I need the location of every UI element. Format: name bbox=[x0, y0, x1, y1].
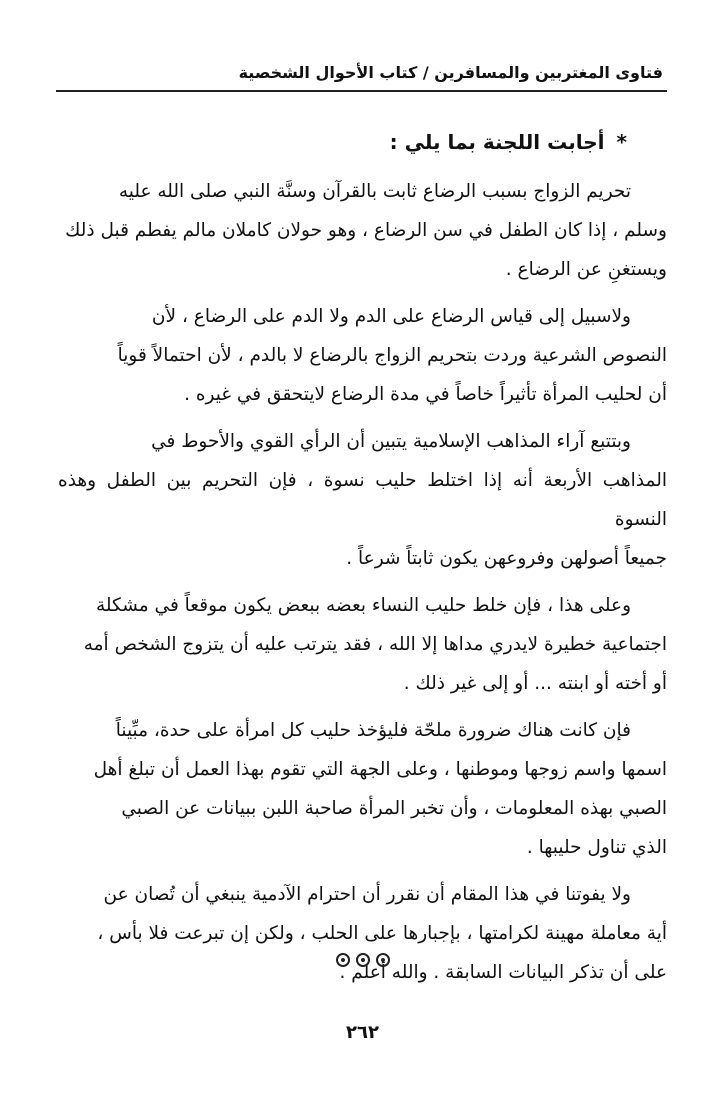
book-page bbox=[58, 0, 667, 1111]
paragraph-line: جميعاً أصولهن وفروعهن يكون ثابتاً شرعاً . bbox=[346, 548, 667, 569]
paragraph-line: النصوص الشرعية وردت بتحريم الزواج بالرضاع لا بالدم ، لأن احتمالاً قوياً bbox=[117, 345, 667, 366]
paragraph-line: على أن تذكر البيانات السابقة . والله أعلم . bbox=[339, 962, 667, 983]
paragraph bbox=[58, 711, 667, 867]
bullet-star: * bbox=[616, 130, 627, 154]
paragraph bbox=[58, 422, 667, 578]
paragraph-line: ولا يفوتنا في هذا المقام أن نقرر أن احترام الآدمية ينبغي أن تُصان عن bbox=[103, 884, 631, 905]
paragraph-line: الذي تناول حليبها . bbox=[526, 837, 667, 858]
paragraph bbox=[58, 172, 667, 289]
paragraph-line: أن لحليب المرأة تأثيراً خاصاً في مدة الرضاع لايتحقق في غيره . bbox=[184, 384, 667, 405]
header-rule bbox=[56, 90, 667, 92]
paragraph-line: اجتماعية خطيرة لايدري مداها إلا الله ، فقد يترتب عليه أن يتزوج الشخص أمه bbox=[83, 634, 667, 655]
section-separator bbox=[58, 952, 667, 971]
paragraph-line: اسمها واسم زوجها وموطنها ، وعلى الجهة التي تقوم بهذا العمل أن تبلغ أهل bbox=[93, 759, 667, 780]
paragraph-line: الصبي بهذه المعلومات ، وأن تخبر المرأة صاحبة اللبن ببيانات عن الصبي bbox=[121, 798, 667, 819]
paragraph-line: وبتتبع آراء المذاهب الإسلامية يتبين أن الرأي القوي والأحوط في bbox=[151, 431, 631, 452]
paragraph-line: أية معاملة مهينة لكرامتها ، بإجبارها على الحلب ، ولكن إن تبرعت فلا بأس ، bbox=[97, 923, 667, 944]
answer-heading bbox=[58, 122, 627, 162]
paragraph-line: وسلم ، إذا كان الطفل في سن الرضاع ، وهو حولان كاملان مالم يفطم قبل ذلك bbox=[65, 220, 667, 241]
paragraph-line: تحريم الزواج بسبب الرضاع ثابت بالقرآن وسنَّة النبي صلى الله عليه bbox=[118, 181, 631, 202]
ornament-icon bbox=[376, 953, 390, 967]
paragraph-line: وعلى هذا ، فإن خلط حليب النساء بعضه ببعض يكون موقعاً في مشكلة bbox=[95, 595, 631, 616]
paragraph-line: أو أخته أو ابنته ... أو إلى غير ذلك . bbox=[403, 673, 667, 694]
ornament-icon bbox=[356, 953, 370, 967]
ornament-icon bbox=[336, 953, 350, 967]
paragraph-line: ويستغنِ عن الرضاع . bbox=[505, 259, 667, 280]
running-head: فتاوى المغتربين والمسافرين / كتاب الأحوال الشخصية bbox=[238, 63, 663, 82]
paragraph-line: ولاسبيل إلى قياس الرضاع على الدم ولا الدم على الرضاع ، لأن bbox=[151, 306, 631, 327]
paragraph bbox=[58, 586, 667, 703]
paragraph bbox=[58, 875, 667, 992]
paragraph-line: المذاهب الأربعة أنه إذا اختلط حليب نسوة ، فإن التحريم بين الطفل وهذه النسوة bbox=[58, 470, 667, 530]
paragraph-line: فإن كانت هناك ضرورة ملحّة فليؤخذ حليب كل امرأة على حدة، مبِّيناً bbox=[115, 720, 631, 741]
answer-heading-text: أجابت اللجنة بما يلي : bbox=[389, 130, 605, 154]
paragraph bbox=[58, 297, 667, 414]
page-number: ٢٦٢ bbox=[346, 1022, 379, 1043]
page-body bbox=[58, 122, 667, 992]
